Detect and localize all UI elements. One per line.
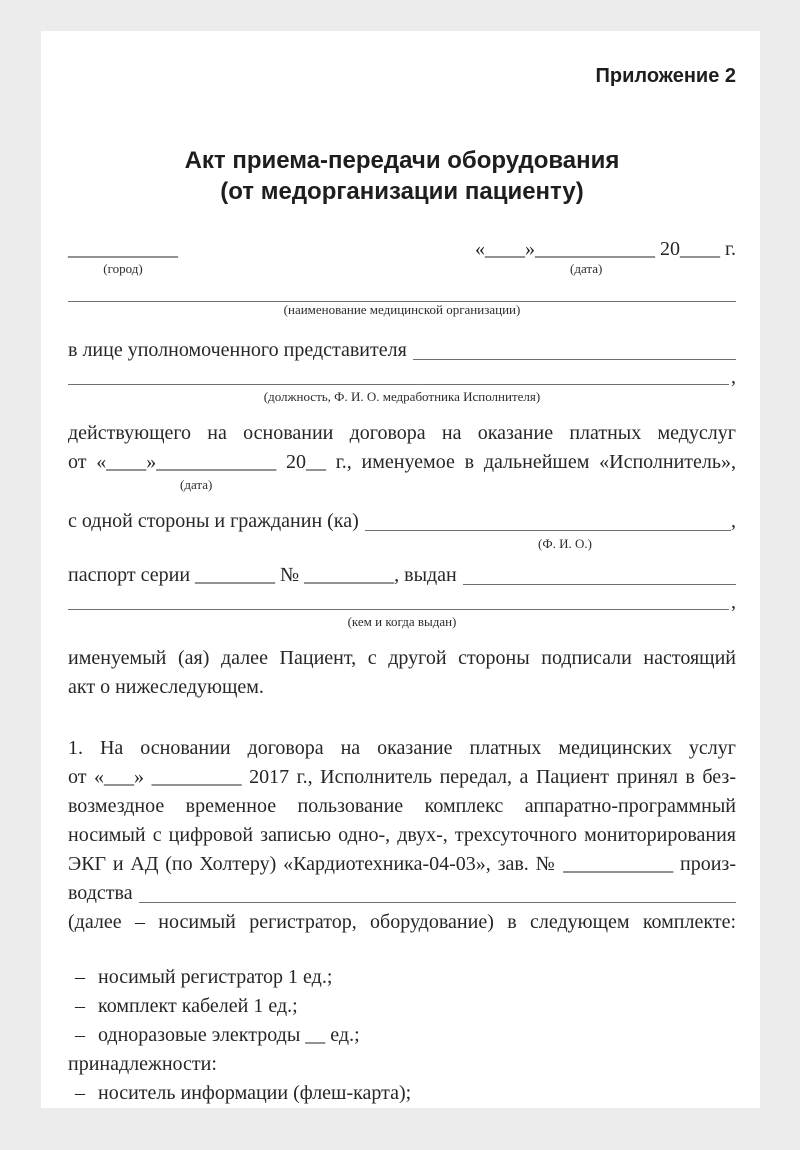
document-title-line1: Акт приема-передачи оборудования	[184, 147, 620, 174]
clause1-line3: возмездное временное пользование комплекс аппаратно-программный	[68, 795, 736, 817]
clause-1	[68, 734, 736, 937]
position-comma: ,	[731, 366, 736, 388]
passport-issuer-blank-line	[463, 561, 736, 585]
representative-row	[68, 336, 736, 365]
issued-blank-row	[68, 590, 736, 614]
manufacturer-text: водства	[68, 882, 133, 904]
organization-caption: (наименование медицинской организации)	[283, 302, 521, 317]
representative-blank-line	[413, 336, 736, 360]
acting-date-line: от «____»____________ 20__ г., именуемое в дальнейшем «Исполнитель»,	[68, 451, 736, 473]
acting-date-caption: (дата)	[180, 477, 213, 492]
clause1-line5: ЭКГ и АД (по Холтеру) «Кардиотехника-04-03», зав. № ___________ произ-	[68, 853, 736, 875]
list-item	[68, 963, 736, 992]
issued-comma: ,	[731, 591, 736, 613]
signed-paragraph	[68, 644, 736, 702]
position-caption: (должность, Ф. И. О. медработника Исполнителя)	[263, 389, 541, 404]
acting-text: действующего на основании договора на оказание платных медуслуг	[68, 422, 736, 444]
document-title-line2: (от медорганизации пациенту)	[220, 178, 584, 205]
annex-heading: Приложение 2	[595, 65, 736, 87]
date-field	[475, 237, 736, 277]
date-caption: (дата)	[570, 261, 603, 276]
city-blank-line: ___________	[68, 238, 178, 260]
fio-caption: (Ф. И. О.)	[538, 536, 592, 551]
list-dash: –	[75, 1024, 85, 1046]
list-dash: –	[75, 966, 85, 988]
list-item	[68, 1079, 736, 1108]
list-item	[68, 1021, 736, 1050]
list-dash: –	[75, 995, 85, 1017]
passport-row	[68, 561, 736, 590]
page-content	[41, 31, 760, 1108]
position-blank-line	[68, 365, 729, 385]
citizen-blank-line	[365, 507, 731, 531]
document-page	[41, 31, 760, 1108]
position-blank-row	[68, 365, 736, 389]
equipment-list	[68, 963, 736, 1108]
signed-line1: именуемый (ая) далее Пациент, с другой стороны подписали настоящий	[68, 647, 736, 669]
citizen-row	[68, 507, 736, 536]
issued-blank-line	[68, 590, 729, 610]
representative-text: в лице уполномоченного представителя	[68, 339, 407, 361]
clause1-line7: (далее – носимый регистратор, оборудование) в следующем комплекте:	[68, 911, 736, 933]
clause1-line4: носимый с цифровой записью одно-, двух-, трехсуточного мониторирования	[68, 824, 736, 846]
city-caption: (город)	[103, 261, 143, 276]
list-item-text: носитель информации (флеш-карта);	[98, 1082, 412, 1104]
signed-line2: акт о нижеследующем.	[68, 676, 264, 698]
list-item-text: одноразовые электроды __ ед.;	[98, 1024, 360, 1046]
clause1-line2: от «___» _________ 2017 г., Исполнитель передал, а Пациент принял в без-	[68, 766, 736, 788]
clause1-line1: 1. На основании договора на оказание платных медицинских услуг	[68, 737, 736, 759]
city-field	[68, 237, 178, 277]
list-item-text: носимый регистратор 1 ед.;	[98, 966, 333, 988]
citizen-comma: ,	[731, 510, 736, 532]
organization-blank-line	[68, 285, 736, 302]
date-blank-line: «____»____________ 20____ г.	[475, 238, 736, 260]
list-subheading: принадлежности:	[68, 1053, 217, 1075]
document-title	[68, 145, 736, 207]
list-item	[68, 992, 736, 1021]
manufacturer-blank-line	[139, 879, 736, 903]
city-date-row	[68, 237, 736, 277]
citizen-text: с одной стороны и гражданин (ка)	[68, 510, 359, 532]
passport-text: паспорт серии ________ № _________, выдан	[68, 564, 457, 586]
issued-caption: (кем и когда выдан)	[347, 614, 457, 629]
list-item-text: комплект кабелей 1 ед.;	[98, 995, 298, 1017]
manufacturer-row	[68, 879, 736, 908]
list-dash: –	[75, 1082, 85, 1104]
